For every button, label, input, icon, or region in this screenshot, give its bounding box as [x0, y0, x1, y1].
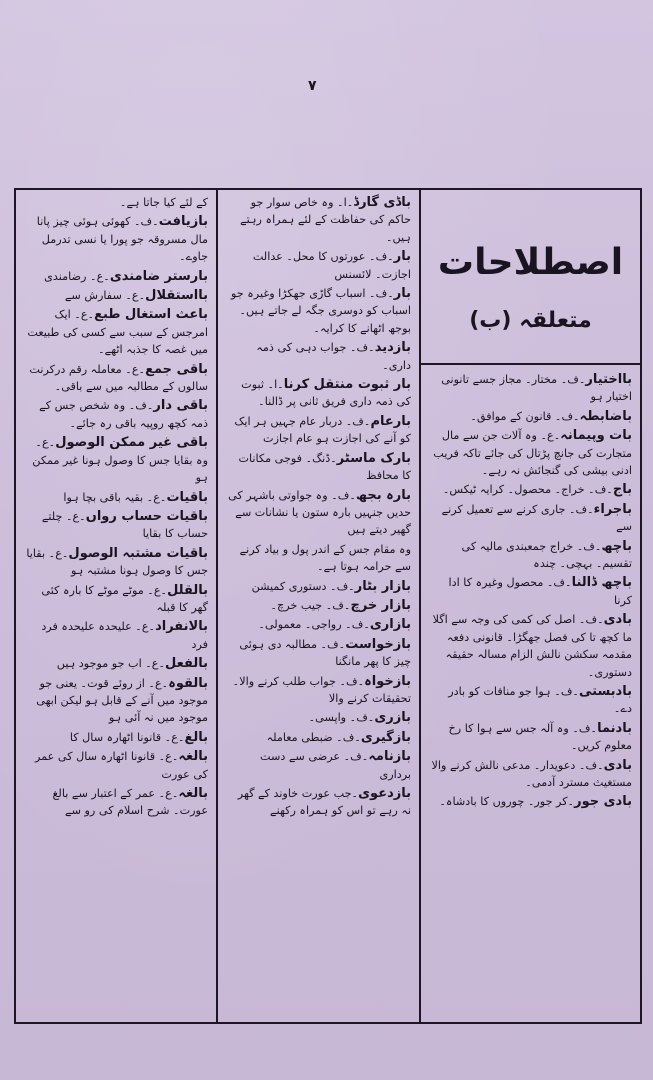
glossary-entry [24, 361, 208, 396]
glossary-entry [430, 683, 632, 718]
glossary-term: باعث استغال طبع [94, 307, 208, 323]
glossary-term: بالقلل [167, 582, 208, 598]
glossary-definition: ۔ف۔ دستوری کمیشن [251, 579, 355, 593]
glossary-entry [24, 582, 208, 617]
glossary-term: باقیات [166, 489, 208, 505]
glossary-entry [430, 574, 632, 609]
glossary-definition: ۔ف۔ جواب طلب کرنے والا۔ تحقیقات کرنے والا [232, 674, 411, 705]
glossary-entry [430, 427, 632, 479]
glossary-term: بازدعوی [358, 786, 411, 801]
glossary-entry [227, 541, 411, 576]
glossary-definition: ۔ف۔ ہوا جو منافات کو بادر دے۔ [448, 684, 632, 716]
glossary-entry [227, 597, 411, 614]
glossary-definition: ۔ف۔ خراج۔ محصول۔ کرایہ ٹیکس۔ [442, 483, 613, 497]
glossary-entry [24, 434, 208, 486]
glossary-term: باجراء [593, 501, 632, 517]
glossary-definition: ۔ف۔ رواجی۔ معمولی۔ [258, 618, 370, 632]
glossary-entry [24, 287, 208, 304]
glossary-term: بالغہ [178, 786, 208, 801]
glossary-definition: ۔ع۔ چلتے حساب کا بقایا [41, 509, 208, 541]
glossary-definition: ۔ف۔ ضبطی معاملہ [266, 730, 361, 744]
glossary-definition: ۔ف۔ اصل کی کمی کی وجہ سے اگلا ما کچھ تا کی فصل جھگڑا۔ قانونی دفعہ مقدمہ سکشن نالش الزام مسالہ حقیقہ دستوری۔ [432, 613, 632, 679]
glossary-term: بالانفراد [155, 619, 208, 635]
glossary-entry [227, 450, 411, 485]
glossary-entry [227, 616, 411, 633]
glossary-entry [227, 729, 411, 746]
glossary-entry [227, 285, 411, 337]
glossary-term: بار [393, 286, 411, 302]
glossary-term: بازار بٹار [354, 578, 411, 594]
glossary-definition: ۔ف۔ عورتوں کا محل۔ عدالت اجازت۔ لائسنس [252, 250, 411, 281]
glossary-term: باچھ ڈالنا [571, 575, 632, 591]
glossary-definition: ۔ع۔ ایک امرجس کے سبب سے کسی کی طبیعت میں غصہ کا جذبہ اٹھے۔ [27, 308, 208, 357]
glossary-term: بارہ بجھ [355, 487, 411, 503]
glossary-definition: ۔ع۔ از روئے قوت۔ یعنی جو موجود میں آنے کے قابل ہو لیکن ابھی موجود میں نہ آئی ہو [36, 676, 208, 725]
glossary-column-left [16, 188, 216, 1024]
glossary-term: بازدید [374, 340, 411, 356]
glossary-definition: ۔ف۔ خراج جمعبندی مالیہ کی تقسیم۔ بہچی۔ چندہ [461, 539, 632, 571]
glossary-definition: ۔ف۔ وہ جواوتی باشہر کی حدیں جنہیں بارہ ستون یا نشانات سے گھیر دیتے ہیں [228, 488, 411, 537]
glossary-definition: ۔ف۔ وہ شخص جس کے ذمہ کچھ روپیہ باقی رہ جائے۔ [39, 399, 208, 430]
glossary-entry [24, 785, 208, 820]
glossary-entry [24, 194, 208, 211]
glossary-definition: ۔ف۔ مطالبہ دی ہوئی چیز کا پھر مانگنا [239, 637, 411, 669]
glossary-entry [227, 748, 411, 783]
glossary-entry [24, 655, 208, 672]
glossary-term: بازخواست [345, 636, 411, 652]
page-subtitle: متعلقہ (ب) [469, 308, 592, 333]
glossary-entry [24, 748, 208, 783]
glossary-entry [24, 675, 208, 727]
glossary-definition: ۔ع۔ اب جو موجود ہیں [56, 657, 166, 671]
glossary-definition: ۔ف۔ دربار عام جہیں ہر ایک کو آنے کی اجازت ہو عام اجازت [234, 414, 411, 446]
glossary-entry [430, 538, 632, 573]
glossary-entry [24, 545, 208, 580]
glossary-term: باقیات مشتبہ الوصول [68, 545, 208, 561]
glossary-definition: ۔ف۔ وہ آلہ جس سے ہوا کا رخ معلوم کریں۔ [448, 721, 632, 753]
glossary-definition: ۔ع۔ علیحدہ علیحدہ فرد فرد [41, 620, 208, 651]
glossary-entry [24, 489, 208, 506]
glossary-definition: ۔ف۔ قانون کے موافق۔ [470, 409, 580, 423]
glossary-column-middle [219, 188, 419, 1024]
glossary-term: باقی غیر ممکن الوصول [55, 435, 208, 451]
glossary-definition: ۔ا۔ وہ خاص سوار جو حاکم کی حفاظت کے لئے ہمراہ رہتے ہیں۔ [240, 196, 411, 244]
glossary-term: باضابطہ [579, 408, 632, 424]
glossary-entry [227, 487, 411, 539]
glossary-definition: وہ مقام جس کے اندر پول و بیاد کرنے سے حرامہ ہوتا ہے۔ [239, 542, 411, 574]
glossary-definition: ۔ف۔ واپسی۔ [308, 711, 375, 725]
glossary-term: بالغ [184, 729, 208, 745]
glossary-definition: ۔ع۔ وہ بقایا جس کا وصول ہونا غیر ممکن ہو [32, 436, 208, 485]
glossary-term: باقی دار [153, 398, 208, 414]
glossary-term: بالقوہ [168, 675, 208, 691]
glossary-column-right [422, 365, 640, 1024]
glossary-entry [227, 194, 411, 246]
glossary-definition: ۔ف۔ دعویدار۔ مدعی نالش کرنے والا مستغیث مسترد آدمی۔ [431, 758, 632, 789]
glossary-term: بازیافت [158, 214, 208, 230]
glossary-term: بارعام [370, 413, 411, 429]
glossary-entry [24, 268, 208, 285]
glossary-definition: ۔کر جور۔ چوروں کا بادشاہ۔ [439, 795, 575, 809]
glossary-entry [24, 729, 208, 746]
glossary-definition: ۔جب عورت خاوند کے گھر نہ رہے تو اس کو ہمراہ رکھنے [237, 787, 411, 818]
glossary-entry [227, 248, 411, 283]
glossary-definition: ۔ع۔ سفارش سے [64, 289, 146, 303]
glossary-term: بااختیار [585, 372, 632, 387]
glossary-definition: ۔ع۔ قانونا اٹھارہ سال کا [69, 730, 185, 744]
glossary-entry [227, 339, 411, 374]
glossary-term: بااستقلال [145, 288, 208, 304]
glossary-entry [430, 757, 632, 792]
glossary-entry [430, 793, 632, 810]
glossary-term: بادبستی [578, 683, 632, 699]
glossary-definition: کے لئے کیا جاتا ہے۔ [119, 196, 208, 209]
glossary-term: بادی جور [574, 794, 632, 810]
glossary-definition: ۔ڈنگ۔ فوجی مکانات کا محافظ [238, 451, 411, 483]
glossary-term: بار ثبوت منتقل کرنا [283, 377, 411, 393]
glossary-entry [24, 213, 208, 265]
glossary-entry [24, 397, 208, 432]
glossary-definition: ۔ع۔ بقیہ باقی بچا ہوا [63, 490, 167, 504]
glossary-term: بازخواہ [364, 673, 411, 689]
glossary-term: بازار خرچ [350, 597, 411, 613]
glossary-entry [227, 578, 411, 595]
glossary-term: بارستر ضامندی [109, 268, 208, 284]
glossary-term: بازگیری [360, 729, 411, 745]
glossary-definition: ۔ع۔ رضامندی [44, 269, 110, 283]
glossary-entry [430, 408, 632, 425]
glossary-term: بالفعل [165, 656, 208, 672]
glossary-definition: ۔ف۔ جواب دہی کی ذمہ داری۔ [256, 341, 411, 372]
glossary-definition: ۔ف۔ جیب خرچ۔ [270, 598, 351, 612]
glossary-term: باج [612, 482, 632, 498]
glossary-definition: ۔ف۔ کھوئی ہوئی چیز پانا مال مسروقہ جو پورا یا نسی تدرمل جاوے۔ [36, 215, 208, 264]
glossary-entry [24, 618, 208, 653]
glossary-entry [227, 785, 411, 820]
glossary-entry [430, 481, 632, 498]
glossary-definition: ۔ع۔ موٹے موٹے کا بارہ کئی گھر کا قبلہ [41, 583, 208, 614]
glossary-entry [430, 611, 632, 681]
glossary-definition: ۔ا۔ ثبوت کی ذمہ داری فریق ثانی پر ڈالنا۔ [241, 378, 411, 409]
glossary-definition: ۔ف۔ محصول وغیرہ کا ادا کرنا [448, 576, 632, 607]
glossary-term: بادی [603, 612, 632, 628]
glossary-term: بارک ماسٹر [336, 450, 411, 466]
glossary-entry [227, 636, 411, 671]
glossary-entry [24, 508, 208, 543]
glossary-entry [227, 709, 411, 726]
glossary-definition: ۔ع۔ بقایا جس کا وصول ہونا مشتبہ ہو [26, 546, 208, 578]
glossary-definition: ۔ف۔ جاری کرنے سے تعمیل کرنے سے [441, 502, 632, 534]
glossary-term: بات وپیمانہ [560, 428, 632, 444]
column-divider-left [216, 188, 218, 1024]
glossary-term: باقی جمع [145, 361, 208, 377]
glossary-term: بازاری [369, 617, 411, 633]
glossary-entry [227, 376, 411, 411]
title-box [421, 190, 640, 365]
glossary-definition: ۔ف۔ عرضی سے دست برداری [259, 750, 411, 781]
glossary-term: بار [393, 249, 411, 265]
glossary-entry [24, 306, 208, 358]
glossary-term: باچھ [601, 538, 632, 554]
glossary-entry [227, 413, 411, 448]
glossary-term: بادی [603, 757, 632, 773]
glossary-entry [430, 371, 632, 406]
page-number: ۷ [308, 78, 317, 94]
glossary-term: باڈی گارڈ [353, 195, 411, 210]
glossary-term: بالغہ [178, 749, 208, 765]
glossary-term: باقیات حساب رواں [85, 508, 208, 524]
page-title: اصطلاحات [437, 242, 624, 283]
glossary-term: بازنامہ [368, 749, 411, 765]
glossary-entry [430, 720, 632, 755]
glossary-definition: ۔ع۔ قانونا اٹھارہ سال کی عمر کی عورت [35, 750, 208, 781]
glossary-definition: ۔ع۔ معاملہ رقم درکرنت سالوں کے مطالبہ میں سے باقی۔ [29, 362, 208, 394]
glossary-definition: ۔ع۔ عمر کے اعتبار سے بالغ عورت۔ شرح اسلام کی رو سے [52, 787, 208, 818]
glossary-definition: ۔ع۔ وہ آلات جن سے مال متجارت کی جانچ پڑتال کی جائے تاکہ فریب ادنی بیشی کی گنجائش نہ رہے۔ [433, 429, 632, 478]
glossary-definition: ۔ف۔ مختار۔ مجاز جسے تانونی اختیار ہو [441, 373, 632, 404]
glossary-term: بازری [374, 710, 411, 726]
glossary-definition: ۔ف۔ اسباب گاڑی جھکڑا وغیرہ جو اسباب کو دوسری جگہ لے جاتے ہیں۔ بوجھ اٹھانے کا کرایہ۔ [230, 287, 411, 335]
glossary-term: بادنما [597, 720, 632, 736]
glossary-entry [430, 501, 632, 536]
glossary-entry [227, 673, 411, 708]
